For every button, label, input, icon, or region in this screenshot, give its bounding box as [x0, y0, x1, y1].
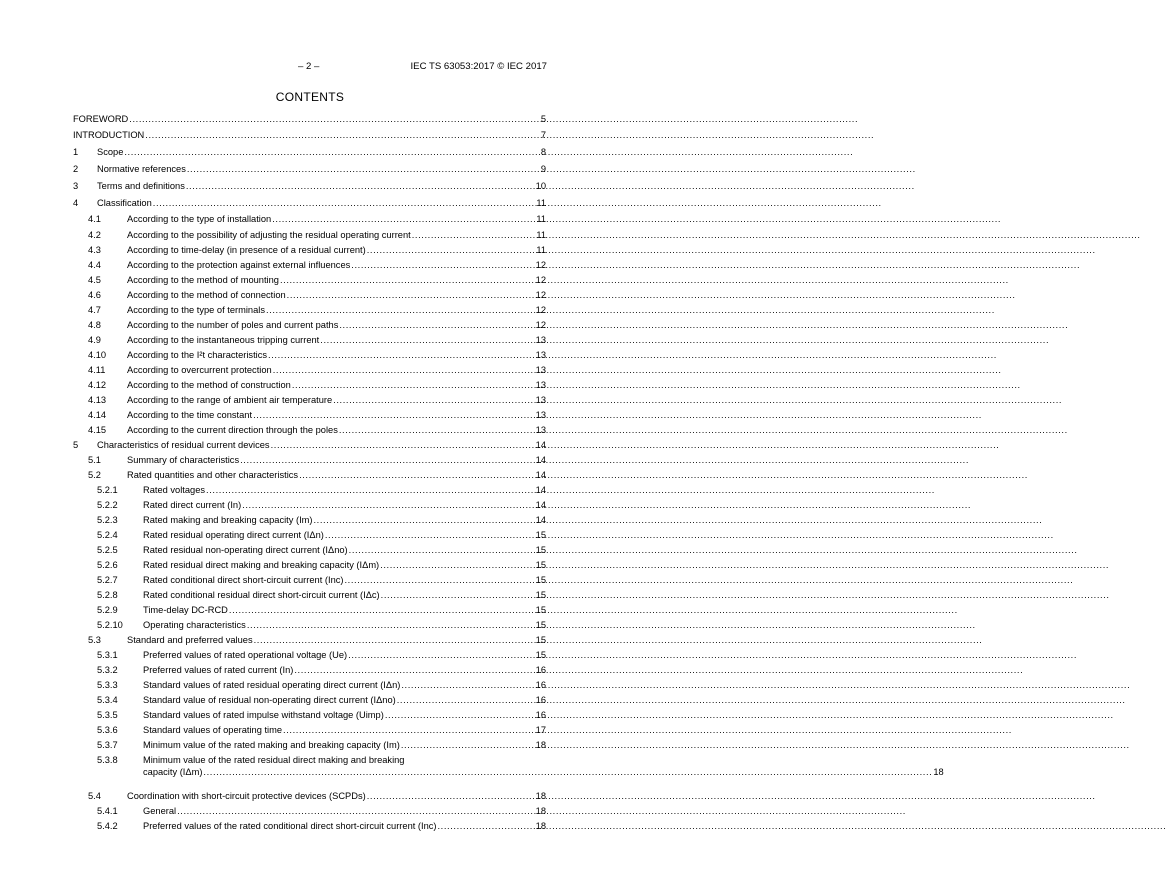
toc-entry-page: 16 [535, 709, 546, 720]
toc-entry-number: 5.2.10 [97, 619, 123, 630]
toc-entry-page: 18 [535, 805, 546, 816]
toc-entry-title-continued: capacity (IΔm) [143, 766, 203, 777]
toc-entry-number: 4.3 [88, 244, 101, 255]
toc-entry[interactable] [73, 709, 546, 721]
toc-entry[interactable] [73, 229, 546, 241]
dot-leader [280, 274, 535, 286]
dot-leader [349, 544, 535, 556]
toc-entry-title: Classification [97, 197, 152, 208]
toc-entry-title: Preferred values of rated operational voltage (Ue) [143, 649, 348, 660]
toc-entry-title: FOREWORD [73, 114, 129, 124]
dot-leader [186, 180, 535, 192]
toc-entry[interactable] [73, 364, 546, 376]
dot-leader [339, 424, 535, 436]
toc-entry-page: 16 [535, 694, 546, 705]
dot-leader [153, 197, 536, 209]
toc-entry-page: 8 [540, 146, 546, 157]
toc-entry-page: 11 [536, 244, 546, 255]
toc-entry-page: 15 [535, 544, 546, 555]
toc-entry[interactable] [73, 805, 546, 817]
toc-entry-page: 16 [535, 664, 546, 675]
toc-entry-number: 5.2.7 [97, 574, 118, 585]
toc-entry-page: 12 [535, 274, 546, 285]
toc-entry-title: According to the range of ambient air temperature [127, 394, 333, 405]
toc-entry-page: 14 [535, 484, 546, 495]
toc-entry-number: 5.2.5 [97, 544, 118, 555]
toc-entry-number: 4.9 [88, 334, 101, 345]
dot-leader [380, 559, 534, 571]
toc-entry-title: Preferred values of the rated conditional direct short-circuit current (Inc) [143, 820, 437, 831]
toc-entry-number: 5.4.1 [97, 805, 118, 816]
toc-entry-number: 4.10 [88, 349, 107, 360]
toc-entry-number: 5.4.2 [97, 820, 118, 831]
toc-entry[interactable] [73, 244, 546, 256]
toc-entry[interactable] [73, 319, 546, 331]
toc-entry-page: 16 [535, 679, 546, 690]
toc-entry[interactable] [73, 634, 546, 646]
dot-leader [124, 146, 539, 158]
toc-entry-page: 15 [535, 634, 546, 645]
toc-entry-page: 15 [535, 559, 546, 570]
toc-entry-title: Rated conditional residual direct short-circuit current (IΔc) [143, 589, 380, 600]
toc-entry[interactable] [73, 574, 546, 586]
toc-entry-page: 15 [535, 649, 546, 660]
dot-leader [177, 805, 535, 817]
toc-entry-page: 14 [535, 514, 546, 525]
dot-leader [401, 679, 534, 691]
dot-leader [348, 649, 535, 661]
toc-entry[interactable] [73, 289, 546, 301]
toc-entry-title: Minimum value of the rated making and breaking capacity (Im) [143, 739, 400, 750]
toc-entry-page: 12 [535, 304, 546, 315]
toc-entry-page: 14 [535, 469, 546, 480]
toc-entry-page: 13 [535, 409, 546, 420]
toc-entry-number: 5.1 [88, 454, 101, 465]
dot-leader [401, 739, 535, 751]
toc-entry[interactable] [73, 790, 546, 802]
toc-entry-number: 1 [73, 146, 79, 157]
toc-entry-page: 18 [933, 766, 944, 777]
toc-entry-page: 14 [535, 439, 546, 450]
toc-entry-title: Standard values of rated residual operating direct current (IΔn) [143, 679, 401, 690]
toc-entry-title: Rated residual direct making and breaking capacity (IΔm) [143, 559, 380, 570]
toc-entry-number: 4.13 [88, 394, 107, 405]
toc-entry-title: Standard values of operating time [143, 724, 283, 735]
toc-entry-number: 5 [73, 439, 79, 450]
toc-entry-number: 4.2 [88, 229, 101, 240]
toc-entry-title: According to the I²t characteristics [127, 349, 268, 360]
page-number: – 2 – [298, 61, 320, 72]
dot-leader [206, 484, 535, 496]
dot-leader [287, 289, 535, 301]
toc-entry[interactable] [73, 113, 546, 125]
toc-entry[interactable] [73, 439, 546, 451]
toc-entry-number: 5.2 [88, 469, 101, 480]
toc-entry-title: According to the instantaneous tripping current [127, 334, 320, 345]
toc-entry[interactable] [73, 559, 546, 571]
toc-entry-title: According to the possibility of adjusting the residual operating current [127, 229, 411, 240]
toc-entry-page: 15 [535, 574, 546, 585]
toc-entry-number: 4.8 [88, 319, 101, 330]
toc-entry[interactable] [73, 724, 546, 736]
toc-entry-title: Time-delay DC-RCD [143, 604, 228, 615]
toc-entry-title: According to the current direction through the poles [127, 424, 338, 435]
toc-entry-number: 4.5 [88, 274, 101, 285]
dot-leader [412, 229, 536, 241]
toc-entry-page: 13 [535, 364, 546, 375]
toc-entry-page: 15 [535, 529, 546, 540]
dot-leader [397, 694, 535, 706]
toc-entry-title: Summary of characteristics [127, 454, 240, 465]
toc-entry-title: Rated conditional direct short-circuit current (Inc) [143, 574, 344, 585]
document-reference: IEC TS 63053:2017 © IEC 2017 [410, 61, 547, 72]
toc-entry-number: 5.2.2 [97, 499, 118, 510]
toc-entry[interactable] [73, 304, 546, 316]
toc-entry-number: 5.3.1 [97, 649, 118, 660]
toc-entry-page: 18 [535, 739, 546, 750]
dot-leader [253, 409, 535, 421]
toc-entry-title: Minimum value of the rated residual direct making and breaking [143, 754, 405, 765]
dot-leader [268, 349, 535, 361]
toc-entry-page: 15 [535, 604, 546, 615]
toc-entry-page: 17 [535, 724, 546, 735]
toc-entry-title: According to the protection against external influences [127, 259, 351, 270]
dot-leader [145, 129, 540, 141]
toc-entry[interactable] [73, 619, 546, 631]
toc-entry[interactable] [73, 739, 546, 751]
toc-entry[interactable] [73, 514, 546, 526]
toc-entry-page: 5 [540, 114, 546, 124]
toc-entry-number: 5.3.8 [97, 754, 118, 765]
toc-entry-number: 4.14 [88, 409, 107, 420]
toc-entry[interactable] [73, 469, 546, 481]
dot-leader [333, 394, 534, 406]
dot-leader [299, 469, 535, 481]
dot-leader [438, 820, 535, 832]
toc-entry[interactable] [73, 754, 944, 778]
toc-entry-number: 5.4 [88, 790, 101, 801]
toc-entry-number: 5.2.3 [97, 514, 118, 525]
toc-entry-number: 3 [73, 180, 79, 191]
toc-entry-page: 11 [536, 197, 546, 208]
toc-entry[interactable] [73, 274, 546, 286]
dot-leader [271, 439, 535, 451]
toc-entry-title: Operating characteristics [143, 619, 246, 630]
dot-leader [247, 619, 535, 631]
dot-leader [367, 790, 535, 802]
dot-leader [294, 664, 534, 676]
toc-entry-title: INTRODUCTION [73, 129, 145, 140]
toc-entry-page: 13 [535, 379, 546, 390]
toc-entry[interactable] [73, 213, 546, 225]
toc-entry-number: 5.3.3 [97, 679, 118, 690]
dot-leader [254, 634, 535, 646]
toc-entry-number: 5.2.8 [97, 589, 118, 600]
toc-entry[interactable] [73, 163, 546, 175]
table-of-contents [73, 113, 944, 832]
toc-entry-page: 9 [540, 163, 546, 174]
toc-entry[interactable] [73, 604, 546, 616]
toc-entry-title: According to the type of terminals [127, 304, 265, 315]
toc-entry[interactable] [73, 197, 546, 209]
toc-entry[interactable] [73, 394, 546, 406]
dot-leader [283, 724, 535, 736]
toc-entry-title: Terms and definitions [97, 180, 185, 191]
toc-entry-number: 5.3.4 [97, 694, 118, 705]
toc-entry-number: 5.2.4 [97, 529, 118, 540]
toc-entry-number: 4.6 [88, 289, 101, 300]
toc-entry-page: 11 [536, 213, 546, 224]
toc-entry[interactable] [73, 259, 546, 271]
toc-entry[interactable] [73, 454, 546, 466]
toc-entry[interactable] [73, 379, 546, 391]
toc-entry-title: Coordination with short-circuit protective devices (SCPDs) [127, 790, 366, 801]
toc-entry-title: Preferred values of rated current (In) [143, 664, 294, 675]
toc-entry-page: 15 [535, 589, 546, 600]
toc-entry-page: 14 [535, 454, 546, 465]
toc-entry-title: Rated making and breaking capacity (Im) [143, 514, 313, 525]
toc-entry-page: 12 [535, 259, 546, 270]
toc-entry-title: According to the type of installation [127, 213, 272, 224]
toc-entry-page: 14 [535, 499, 546, 510]
toc-entry[interactable] [73, 334, 546, 346]
toc-entry[interactable] [73, 544, 546, 556]
toc-entry-page: 18 [535, 790, 546, 801]
toc-entry-title: Scope [97, 146, 124, 157]
toc-entry-title: According to the number of poles and current paths [127, 319, 339, 330]
toc-entry-page: 12 [535, 289, 546, 300]
toc-entry-number: 4.11 [88, 364, 106, 375]
dot-leader [273, 364, 535, 376]
toc-entry-page: 7 [540, 129, 546, 140]
toc-entry-page: 13 [535, 334, 546, 345]
toc-entry[interactable] [73, 424, 546, 436]
toc-entry-title: According to time-delay (in presence of a residual current) [127, 244, 366, 255]
toc-entry-title: According to the method of mounting [127, 274, 279, 285]
toc-entry-title: Rated quantities and other characteristics [127, 469, 299, 480]
toc-entry-title: General [143, 805, 177, 816]
toc-entry-number: 4.7 [88, 304, 101, 315]
toc-entry[interactable] [73, 349, 546, 361]
dot-leader [351, 259, 534, 271]
toc-entry-title: Rated residual non-operating direct current (IΔno) [143, 544, 348, 555]
toc-entry[interactable] [73, 409, 546, 421]
toc-entry-page: 12 [535, 319, 546, 330]
dot-leader [314, 514, 535, 526]
dot-leader [240, 454, 535, 466]
dot-leader [367, 244, 536, 256]
toc-entry-number: 5.3.2 [97, 664, 118, 675]
toc-entry-title: According to the time constant [127, 409, 253, 420]
toc-entry-title: Rated direct current (In) [143, 499, 242, 510]
toc-entry-number: 5.2.6 [97, 559, 118, 570]
toc-entry-page: 11 [536, 229, 546, 240]
toc-entry-title: According to overcurrent protection [127, 364, 272, 375]
toc-entry[interactable] [73, 664, 546, 676]
toc-entry[interactable] [73, 146, 546, 158]
toc-entry-number: 4.1 [88, 213, 101, 224]
dot-leader [266, 304, 535, 316]
toc-entry-title: According to the method of connection [127, 289, 286, 300]
toc-entry-page: 13 [535, 424, 546, 435]
toc-entry-number: 4 [73, 197, 79, 208]
toc-entry-number: 5.3.6 [97, 724, 118, 735]
dot-leader [339, 319, 534, 331]
dot-leader [320, 334, 534, 346]
page-header [0, 61, 620, 75]
dot-leader [385, 709, 535, 721]
toc-entry-number: 5.2.9 [97, 604, 118, 615]
toc-entry-page: 13 [535, 394, 546, 405]
toc-entry[interactable] [73, 694, 546, 706]
toc-entry-title: Characteristics of residual current devices [97, 439, 270, 450]
toc-entry[interactable] [73, 679, 546, 691]
toc-entry[interactable] [73, 484, 546, 496]
toc-entry[interactable] [73, 820, 546, 832]
toc-entry-page: 18 [535, 820, 546, 831]
toc-entry[interactable] [73, 649, 546, 661]
dot-leader [344, 574, 534, 586]
dot-leader [272, 213, 535, 225]
toc-entry-title: According to the method of construction [127, 379, 291, 390]
toc-entry-page: 13 [535, 349, 546, 360]
toc-entry-number: 4.15 [88, 424, 107, 435]
dot-leader [187, 163, 540, 175]
dot-leader [229, 604, 535, 616]
dot-leader [203, 766, 932, 778]
dot-leader [325, 529, 535, 541]
toc-entry[interactable] [73, 529, 546, 541]
toc-entry[interactable] [73, 499, 546, 511]
toc-entry-title: Rated voltages [143, 484, 206, 495]
toc-entry-number: 2 [73, 163, 79, 174]
toc-entry[interactable] [73, 180, 546, 192]
toc-entry-page: 15 [535, 619, 546, 630]
toc-entry-number: 5.3 [88, 634, 101, 645]
toc-entry-number: 4.4 [88, 259, 101, 270]
dot-leader [129, 113, 540, 125]
toc-entry-page: 10 [535, 180, 546, 191]
toc-entry-title: Normative references [97, 163, 186, 174]
toc-entry-title: Rated residual operating direct current (IΔn) [143, 529, 324, 540]
toc-entry-number: 5.3.5 [97, 709, 118, 720]
dot-leader [292, 379, 535, 391]
toc-entry-number: 4.12 [88, 379, 107, 390]
toc-entry-title: Standard values of rated impulse withstand voltage (Uimp) [143, 709, 384, 720]
contents-title: CONTENTS [275, 90, 345, 104]
toc-entry[interactable] [73, 129, 546, 141]
toc-entry[interactable] [73, 589, 546, 601]
dot-leader [381, 589, 535, 601]
toc-entry-number: 5.3.7 [97, 739, 118, 750]
toc-entry-title: Standard and preferred values [127, 634, 253, 645]
toc-entry-title: Standard value of residual non-operating direct current (IΔno) [143, 694, 396, 705]
dot-leader [242, 499, 534, 511]
toc-entry-number: 5.2.1 [97, 484, 118, 495]
